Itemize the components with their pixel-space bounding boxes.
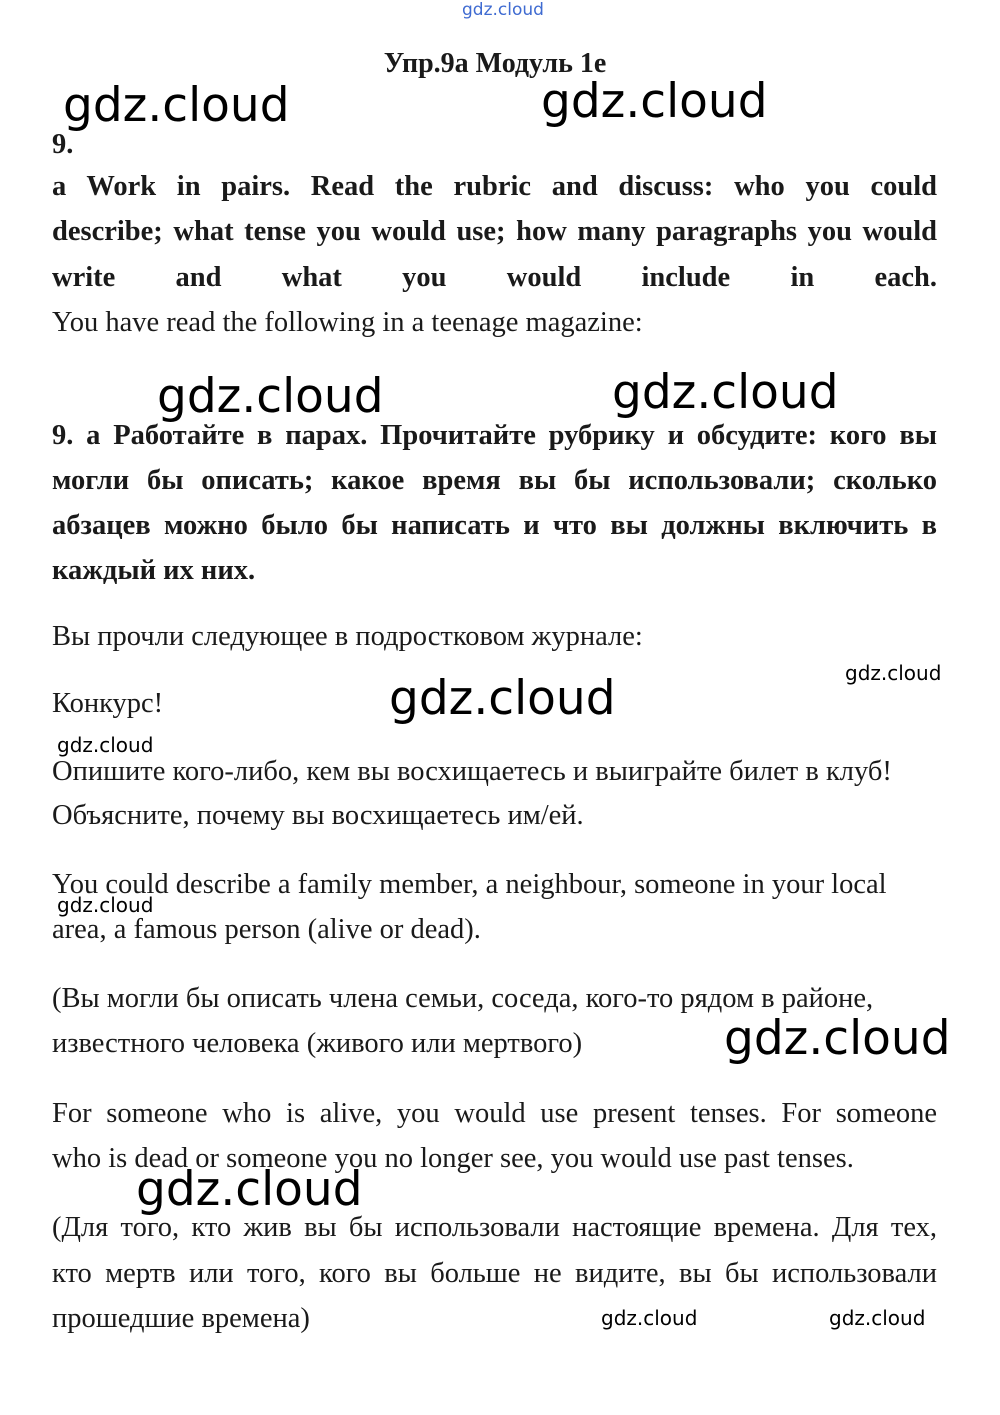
answer2-ru-line-3: прошедшие времена) bbox=[52, 1303, 310, 1334]
watermark-top: gdz.cloud bbox=[462, 0, 544, 20]
task-ru-line-1: 9. а Работайте в парах. Прочитайте рубрику и обсудите: кого вы bbox=[52, 420, 937, 451]
page-title: Упр.9а Модуль 1е bbox=[383, 48, 607, 79]
watermark: gdz.cloud bbox=[541, 74, 768, 129]
watermark: gdz.cloud bbox=[157, 369, 384, 424]
watermark: gdz.cloud bbox=[63, 78, 290, 133]
answer1-en-line-2: area, a famous person (alive or dead). bbox=[52, 914, 481, 945]
answer1-ru-line-1: (Вы могли бы описать члена семьи, соседа, кого-то рядом в районе, bbox=[52, 983, 874, 1014]
task-ru-line-3: абзацев можно было бы написать и что вы должны включить в bbox=[52, 510, 937, 541]
rubric-intro-en: You have read the following in a teenage magazine: bbox=[52, 307, 643, 338]
answer2-ru-line-2: кто мертв или того, кого вы больше не видите, вы бы использовали bbox=[52, 1258, 937, 1289]
watermark: gdz.cloud bbox=[601, 1306, 698, 1330]
answer1-en-line-1: You could describe a family member, a neighbour, someone in your local bbox=[52, 869, 887, 900]
watermark: gdz.cloud bbox=[724, 1011, 951, 1066]
contest-text-line-2: Объясните, почему вы восхищаетесь им/ей. bbox=[52, 800, 584, 831]
task-en-line-1: a Work in pairs. Read the rubric and discuss: who you could bbox=[52, 171, 937, 202]
watermark: gdz.cloud bbox=[57, 893, 154, 917]
watermark: gdz.cloud bbox=[612, 365, 839, 420]
watermark: gdz.cloud bbox=[136, 1162, 363, 1217]
watermark: gdz.cloud bbox=[389, 671, 616, 726]
answer2-en-line-2: who is dead or someone you no longer see, you would use past tenses. bbox=[52, 1143, 854, 1174]
answer2-en-line-1: For someone who is alive, you would use present tenses. For someone bbox=[52, 1098, 937, 1129]
watermark: gdz.cloud bbox=[829, 1306, 926, 1330]
answer1-ru-line-2: известного человека (живого или мертвого) bbox=[52, 1028, 583, 1059]
answer2-ru-line-1: (Для того, кто жив вы бы использовали настоящие времена. Для тех, bbox=[52, 1212, 937, 1243]
watermark: gdz.cloud bbox=[57, 733, 154, 757]
contest-text-line-1: Опишите кого-либо, кем вы восхищаетесь и выиграйте билет в клуб! bbox=[52, 756, 892, 787]
task-en-line-2: describe; what tense you would use; how many paragraphs you would bbox=[52, 216, 937, 247]
task-ru-line-4: каждый их них. bbox=[52, 555, 256, 586]
task-en-line-3: write and what you would include in each. bbox=[52, 262, 937, 293]
rubric-intro-ru: Вы прочли следующее в подростковом журнале: bbox=[52, 621, 643, 652]
task-ru-line-2: могли бы описать; какое время вы бы использовали; сколько bbox=[52, 465, 937, 496]
contest-title: Конкурс! bbox=[52, 688, 164, 719]
watermark: gdz.cloud bbox=[845, 661, 942, 685]
exercise-number: 9. bbox=[52, 129, 74, 160]
